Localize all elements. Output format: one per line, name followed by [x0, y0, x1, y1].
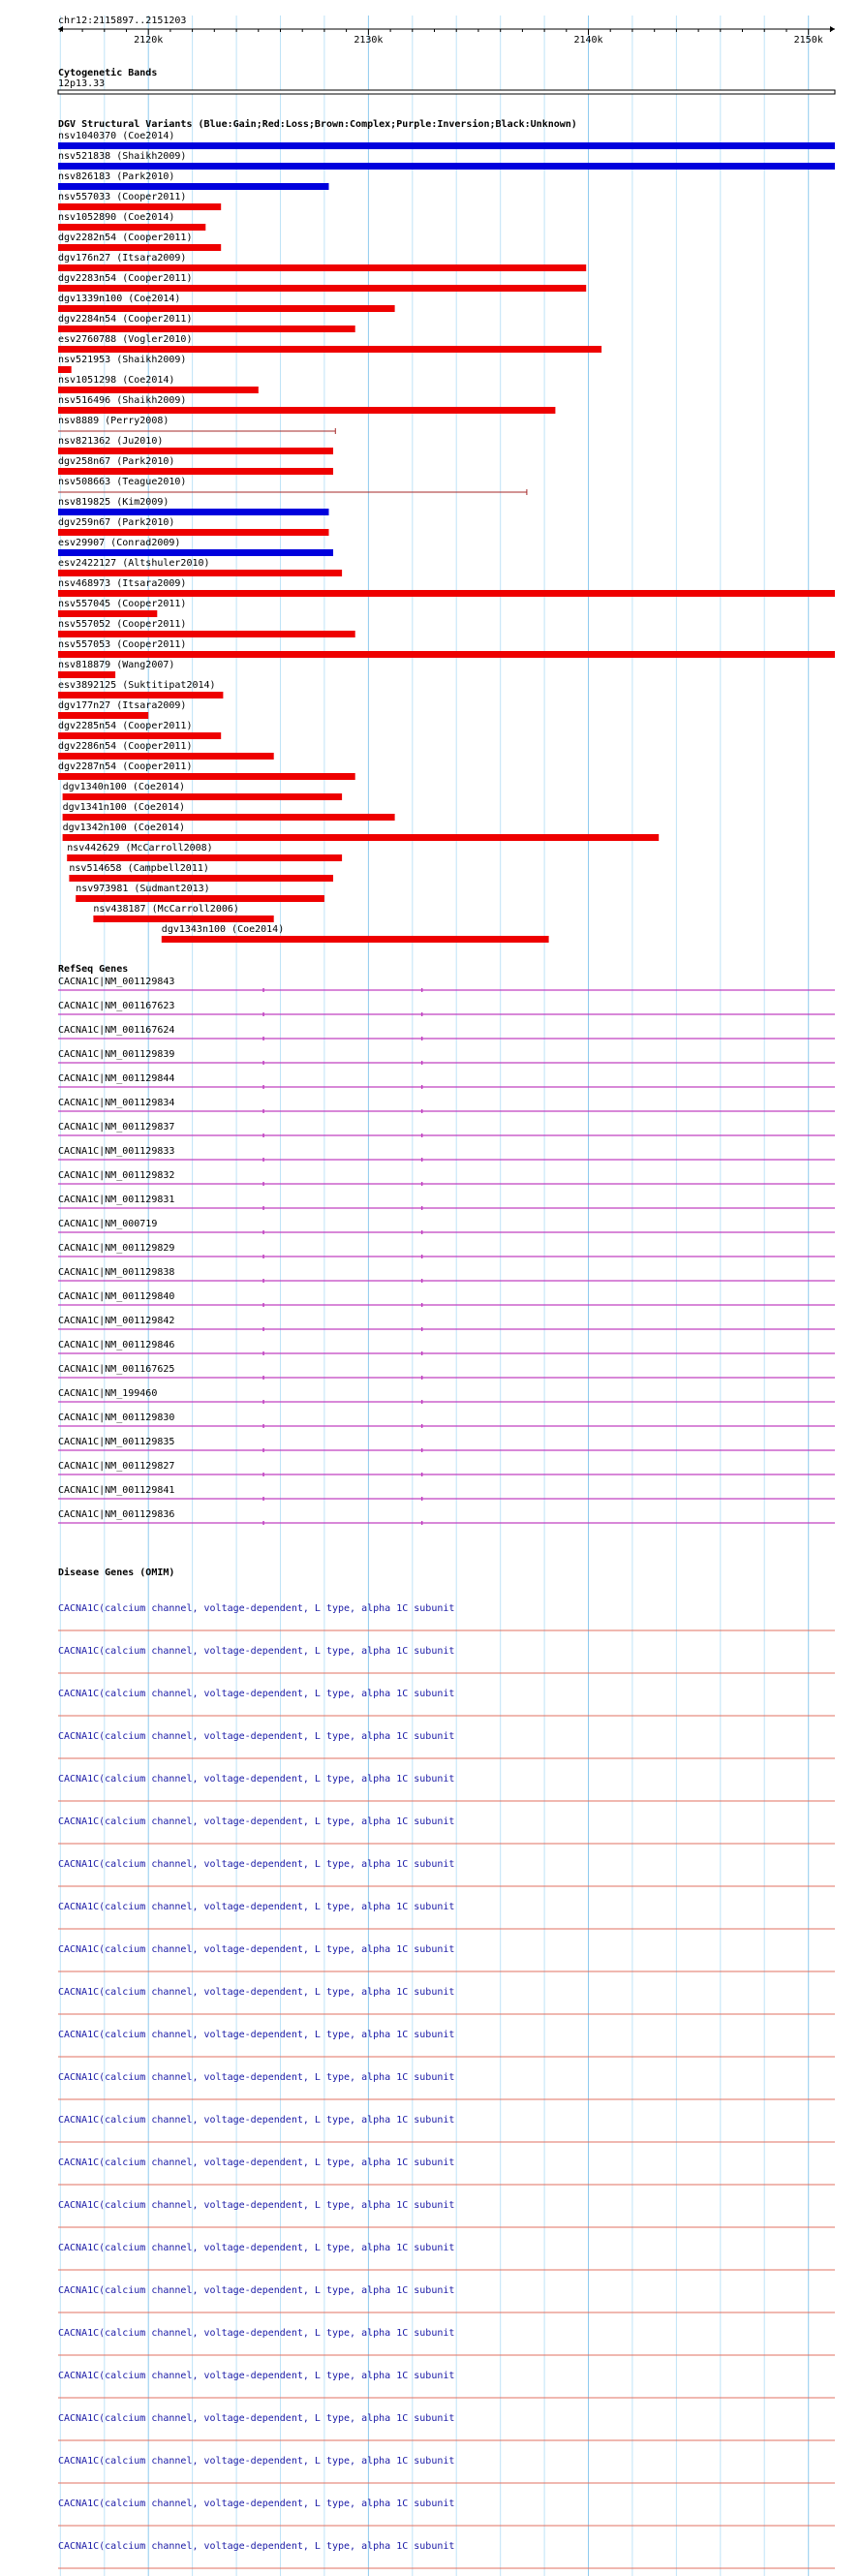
dgv-variant-bar[interactable] — [58, 590, 835, 597]
dgv-variant-bar[interactable] — [58, 732, 221, 739]
refseq-exon — [421, 1061, 423, 1065]
dgv-variant-bar[interactable] — [69, 875, 333, 882]
omim-gene-label[interactable]: CACNA1C(calcium channel, voltage-dependent, L type, alpha 1C subunit — [58, 2030, 455, 2040]
dgv-variant-bar[interactable] — [63, 793, 343, 800]
dgv-variant-bar[interactable] — [58, 468, 333, 475]
refseq-exon — [421, 1351, 423, 1355]
dgv-variant-bar[interactable] — [58, 264, 586, 271]
dgv-variant-label: esv2422127 (Altshuler2010) — [58, 558, 210, 569]
dgv-variant-label: dgv1342n100 (Coe2014) — [62, 822, 186, 833]
dgv-variant-label: dgv2282n54 (Cooper2011) — [58, 233, 193, 243]
dgv-variant-label: nsv973981 (Sudmant2013) — [76, 884, 210, 894]
dgv-variant-label: nsv516496 (Shaikh2009) — [58, 395, 187, 406]
refseq-exon — [421, 1497, 423, 1501]
dgv-track-title: DGV Structural Variants (Blue:Gain;Red:Loss;Brown:Complex;Purple:Inversion;Black:Unknown) — [58, 119, 577, 130]
dgv-variant-label: esv29907 (Conrad2009) — [58, 538, 181, 548]
omim-gene-label[interactable]: CACNA1C(calcium channel, voltage-dependent, L type, alpha 1C subunit — [58, 1603, 455, 1614]
omim-gene-label[interactable]: CACNA1C(calcium channel, voltage-dependent, L type, alpha 1C subunit — [58, 2371, 455, 2381]
dgv-variant-label: dgv177n27 (Itsara2009) — [58, 700, 187, 711]
refseq-exon — [421, 1473, 423, 1476]
dgv-variant-label: esv2760788 (Vogler2010) — [58, 334, 193, 345]
omim-gene-label[interactable]: CACNA1C(calcium channel, voltage-dependent, L type, alpha 1C subunit — [58, 2285, 455, 2296]
dgv-variant-label: nsv442629 (McCarroll2008) — [67, 843, 213, 853]
refseq-exon — [262, 1400, 264, 1404]
omim-gene-label[interactable]: CACNA1C(calcium channel, voltage-dependent, L type, alpha 1C subunit — [58, 2243, 455, 2253]
refseq-exon — [262, 1109, 264, 1113]
refseq-gene-label: CACNA1C|NM_001129844 — [58, 1073, 175, 1084]
dgv-variant-bar[interactable] — [58, 387, 259, 393]
refseq-gene-label: CACNA1C|NM_001129832 — [58, 1170, 175, 1181]
refseq-exon — [421, 1158, 423, 1162]
refseq-exon — [421, 1206, 423, 1210]
refseq-exon — [262, 1012, 264, 1016]
refseq-gene-label: CACNA1C|NM_001167625 — [58, 1364, 175, 1375]
dgv-variant-bar[interactable] — [76, 895, 324, 902]
dgv-variant-bar[interactable] — [58, 671, 115, 678]
refseq-exon — [421, 1133, 423, 1137]
dgv-variant-label: dgv2287n54 (Cooper2011) — [58, 761, 193, 772]
refseq-gene-label: CACNA1C|NM_000719 — [58, 1219, 158, 1229]
refseq-gene-label: CACNA1C|NM_001129839 — [58, 1049, 175, 1060]
dgv-variant-label: nsv818879 (Wang2007) — [58, 660, 175, 670]
dgv-variant-label: nsv557033 (Cooper2011) — [58, 192, 187, 202]
dgv-variant-bar[interactable] — [58, 509, 329, 515]
dgv-variant-bar[interactable] — [58, 712, 148, 719]
dgv-variant-label: nsv819825 (Kim2009) — [58, 497, 169, 508]
omim-gene-label[interactable]: CACNA1C(calcium channel, voltage-dependent, L type, alpha 1C subunit — [58, 2498, 455, 2509]
dgv-variant-bar[interactable] — [58, 224, 205, 231]
dgv-variant-label: nsv8889 (Perry2008) — [58, 416, 169, 426]
refseq-exon — [262, 1037, 264, 1040]
dgv-variant-label: dgv2284n54 (Cooper2011) — [58, 314, 193, 325]
refseq-exon — [421, 1182, 423, 1186]
refseq-exon — [421, 988, 423, 992]
dgv-variant-label: nsv521838 (Shaikh2009) — [58, 151, 187, 162]
refseq-exon — [262, 1424, 264, 1428]
dgv-variant-label: nsv1051298 (Coe2014) — [58, 375, 175, 386]
dgv-variant-label: nsv468973 (Itsara2009) — [58, 578, 187, 589]
dgv-variant-label: nsv821362 (Ju2010) — [58, 436, 164, 447]
refseq-gene-label: CACNA1C|NM_199460 — [58, 1388, 158, 1399]
dgv-variant-bar[interactable] — [63, 834, 660, 841]
ruler-tick-label: 2140k — [573, 35, 603, 46]
refseq-exon — [262, 1521, 264, 1525]
refseq-exon — [262, 1158, 264, 1162]
omim-gene-label[interactable]: CACNA1C(calcium channel, voltage-dependent, L type, alpha 1C subunit — [58, 2200, 455, 2211]
omim-gene-label[interactable]: CACNA1C(calcium channel, voltage-dependent, L type, alpha 1C subunit — [58, 1646, 455, 1657]
dgv-variant-bar[interactable] — [58, 549, 333, 556]
dgv-variant-label: nsv826183 (Park2010) — [58, 171, 175, 182]
refseq-exon — [262, 1327, 264, 1331]
ruler — [58, 26, 835, 46]
omim-gene-label[interactable]: CACNA1C(calcium channel, voltage-dependent, L type, alpha 1C subunit — [58, 1902, 455, 1912]
dgv-variant-bar[interactable] — [58, 651, 835, 658]
dgv-variant-bar[interactable] — [58, 610, 157, 617]
dgv-variant-label: nsv1052890 (Coe2014) — [58, 212, 175, 223]
refseq-gene-label: CACNA1C|NM_001129835 — [58, 1437, 175, 1447]
dgv-variant-bar[interactable] — [67, 854, 342, 861]
refseq-exon — [421, 1327, 423, 1331]
omim-gene-label[interactable]: CACNA1C(calcium channel, voltage-dependent, L type, alpha 1C subunit — [58, 2456, 455, 2467]
refseq-exon — [421, 1279, 423, 1283]
dgv-variant-label: dgv1343n100 (Coe2014) — [161, 924, 285, 935]
cytoband-bar — [58, 90, 835, 94]
refseq-gene-label: CACNA1C|NM_001129829 — [58, 1243, 175, 1254]
refseq-exon — [421, 1085, 423, 1089]
ruler-tick-label: 2130k — [354, 35, 384, 46]
refseq-exon — [421, 1376, 423, 1380]
cytoband-track — [58, 90, 835, 94]
dgv-variant-label: nsv438187 (McCarroll2006) — [93, 904, 239, 915]
refseq-exon — [262, 1473, 264, 1476]
refseq-exon — [262, 1133, 264, 1137]
omim-gene-label[interactable]: CACNA1C(calcium channel, voltage-dependent, L type, alpha 1C subunit — [58, 1987, 455, 1998]
refseq-exon — [262, 1206, 264, 1210]
dgv-variant-label: dgv259n67 (Park2010) — [58, 517, 175, 528]
dgv-variant-label: dgv2283n54 (Cooper2011) — [58, 273, 193, 284]
dgv-variant-bar[interactable] — [58, 305, 395, 312]
dgv-variant-bar[interactable] — [58, 753, 274, 760]
dgv-variant-label: nsv557053 (Cooper2011) — [58, 639, 187, 650]
cytoband-track-title: Cytogenetic Bands — [58, 68, 158, 78]
refseq-exon — [262, 1061, 264, 1065]
refseq-gene-label: CACNA1C|NM_001129833 — [58, 1146, 175, 1157]
refseq-gene-label: CACNA1C|NM_001129843 — [58, 977, 175, 987]
dgv-variant-label: nsv508663 (Teague2010) — [58, 477, 187, 487]
dgv-track — [58, 131, 835, 943]
refseq-track — [58, 977, 835, 1525]
dgv-variant-bar[interactable] — [58, 773, 355, 780]
omim-gene-label[interactable]: CACNA1C(calcium channel, voltage-dependent, L type, alpha 1C subunit — [58, 2541, 455, 2552]
cytoband-label: 12p13.33 — [58, 78, 106, 89]
refseq-exon — [262, 1230, 264, 1234]
dgv-variant-label: nsv521953 (Shaikh2009) — [58, 355, 187, 365]
refseq-gene-label: CACNA1C|NM_001129827 — [58, 1461, 175, 1472]
refseq-exon — [421, 1521, 423, 1525]
dgv-variant-bar[interactable] — [58, 183, 329, 190]
refseq-gene-label: CACNA1C|NM_001167623 — [58, 1001, 175, 1011]
ruler-tick-label: 2120k — [134, 35, 164, 46]
omim-gene-label[interactable]: CACNA1C(calcium channel, voltage-dependent, L type, alpha 1C subunit — [58, 1774, 455, 1785]
refseq-exon — [262, 1255, 264, 1258]
omim-gene-label[interactable]: CACNA1C(calcium channel, voltage-dependent, L type, alpha 1C subunit — [58, 2072, 455, 2083]
dgv-variant-bar[interactable] — [162, 936, 549, 943]
refseq-track-title: RefSeq Genes — [58, 964, 129, 975]
refseq-exon — [421, 1400, 423, 1404]
dgv-variant-bar[interactable] — [58, 142, 835, 149]
dgv-variant-label: esv3892125 (Suktitipat2014) — [58, 680, 216, 691]
refseq-exon — [421, 1037, 423, 1040]
omim-gene-label[interactable]: CACNA1C(calcium channel, voltage-dependent, L type, alpha 1C subunit — [58, 2328, 455, 2339]
omim-gene-label[interactable]: CACNA1C(calcium channel, voltage-dependent, L type, alpha 1C subunit — [58, 2115, 455, 2126]
dgv-variant-label: nsv557045 (Cooper2011) — [58, 599, 187, 609]
omim-gene-label[interactable]: CACNA1C(calcium channel, voltage-dependent, L type, alpha 1C subunit — [58, 1944, 455, 1955]
refseq-exon — [421, 1303, 423, 1307]
refseq-exon — [421, 1448, 423, 1452]
dgv-variant-bar[interactable] — [58, 366, 72, 373]
refseq-exon — [262, 988, 264, 992]
refseq-exon — [262, 1085, 264, 1089]
refseq-gene-label: CACNA1C|NM_001129830 — [58, 1412, 175, 1423]
dgv-variant-label: dgv1340n100 (Coe2014) — [62, 782, 186, 792]
omim-gene-label[interactable]: CACNA1C(calcium channel, voltage-dependent, L type, alpha 1C subunit — [58, 1731, 455, 1742]
refseq-gene-label: CACNA1C|NM_001167624 — [58, 1025, 175, 1036]
dgv-variant-bar[interactable] — [58, 244, 221, 251]
refseq-gene-label: CACNA1C|NM_001129846 — [58, 1340, 175, 1350]
dgv-variant-bar[interactable] — [58, 407, 555, 414]
dgv-variant-label: dgv176n27 (Itsara2009) — [58, 253, 187, 264]
dgv-variant-label: dgv258n67 (Park2010) — [58, 456, 175, 467]
dgv-variant-bar[interactable] — [58, 326, 355, 332]
dgv-variant-bar[interactable] — [58, 346, 601, 353]
dgv-variant-bar[interactable] — [58, 692, 223, 698]
dgv-variant-label: dgv1339n100 (Coe2014) — [58, 294, 181, 304]
omim-gene-label[interactable]: CACNA1C(calcium channel, voltage-dependent, L type, alpha 1C subunit — [58, 1859, 455, 1870]
omim-gene-label[interactable]: CACNA1C(calcium channel, voltage-dependent, L type, alpha 1C subunit — [58, 1816, 455, 1827]
dgv-variant-bar[interactable] — [58, 203, 221, 210]
refseq-gene-label: CACNA1C|NM_001129842 — [58, 1316, 175, 1326]
dgv-variant-label: dgv2286n54 (Cooper2011) — [58, 741, 193, 752]
refseq-exon — [262, 1448, 264, 1452]
omim-track-title: Disease Genes (OMIM) — [58, 1567, 175, 1578]
omim-track — [58, 1603, 835, 2568]
dgv-variant-bar[interactable] — [58, 285, 586, 292]
refseq-exon — [421, 1109, 423, 1113]
dgv-variant-label: nsv557052 (Cooper2011) — [58, 619, 187, 630]
refseq-exon — [262, 1351, 264, 1355]
dgv-variant-bar[interactable] — [93, 916, 273, 922]
dgv-variant-bar[interactable] — [58, 448, 333, 454]
refseq-exon — [421, 1012, 423, 1016]
dgv-variant-label: dgv1341n100 (Coe2014) — [62, 802, 186, 813]
refseq-gene-label: CACNA1C|NM_001129834 — [58, 1098, 175, 1108]
refseq-exon — [262, 1376, 264, 1380]
omim-gene-label[interactable]: CACNA1C(calcium channel, voltage-dependent, L type, alpha 1C subunit — [58, 1689, 455, 1699]
dgv-variant-label: nsv1040370 (Coe2014) — [58, 131, 175, 141]
refseq-exon — [262, 1182, 264, 1186]
refseq-gene-label: CACNA1C|NM_001129840 — [58, 1291, 175, 1302]
refseq-exon — [421, 1424, 423, 1428]
refseq-gene-label: CACNA1C|NM_001129836 — [58, 1509, 175, 1520]
refseq-exon — [262, 1303, 264, 1307]
dgv-variant-bar[interactable] — [58, 529, 329, 536]
refseq-gene-label: CACNA1C|NM_001129838 — [58, 1267, 175, 1278]
refseq-exon — [421, 1255, 423, 1258]
dgv-variant-bar[interactable] — [58, 570, 342, 576]
refseq-exon — [262, 1279, 264, 1283]
dgv-variant-bar[interactable] — [58, 631, 355, 637]
omim-gene-label[interactable]: CACNA1C(calcium channel, voltage-dependent, L type, alpha 1C subunit — [58, 2413, 455, 2424]
dgv-variant-bar[interactable] — [58, 163, 835, 170]
dgv-variant-label: nsv514658 (Campbell2011) — [69, 863, 209, 874]
ruler-tick-label: 2150k — [793, 35, 823, 46]
refseq-gene-label: CACNA1C|NM_001129841 — [58, 1485, 175, 1496]
region-label: chr12:2115897..2151203 — [58, 16, 187, 26]
dgv-variant-label: dgv2285n54 (Cooper2011) — [58, 721, 193, 731]
refseq-exon — [262, 1497, 264, 1501]
refseq-gene-label: CACNA1C|NM_001129831 — [58, 1195, 175, 1205]
refseq-gene-label: CACNA1C|NM_001129837 — [58, 1122, 175, 1133]
refseq-exon — [421, 1230, 423, 1234]
dgv-variant-bar[interactable] — [63, 814, 395, 821]
omim-gene-label[interactable]: CACNA1C(calcium channel, voltage-dependent, L type, alpha 1C subunit — [58, 2157, 455, 2168]
